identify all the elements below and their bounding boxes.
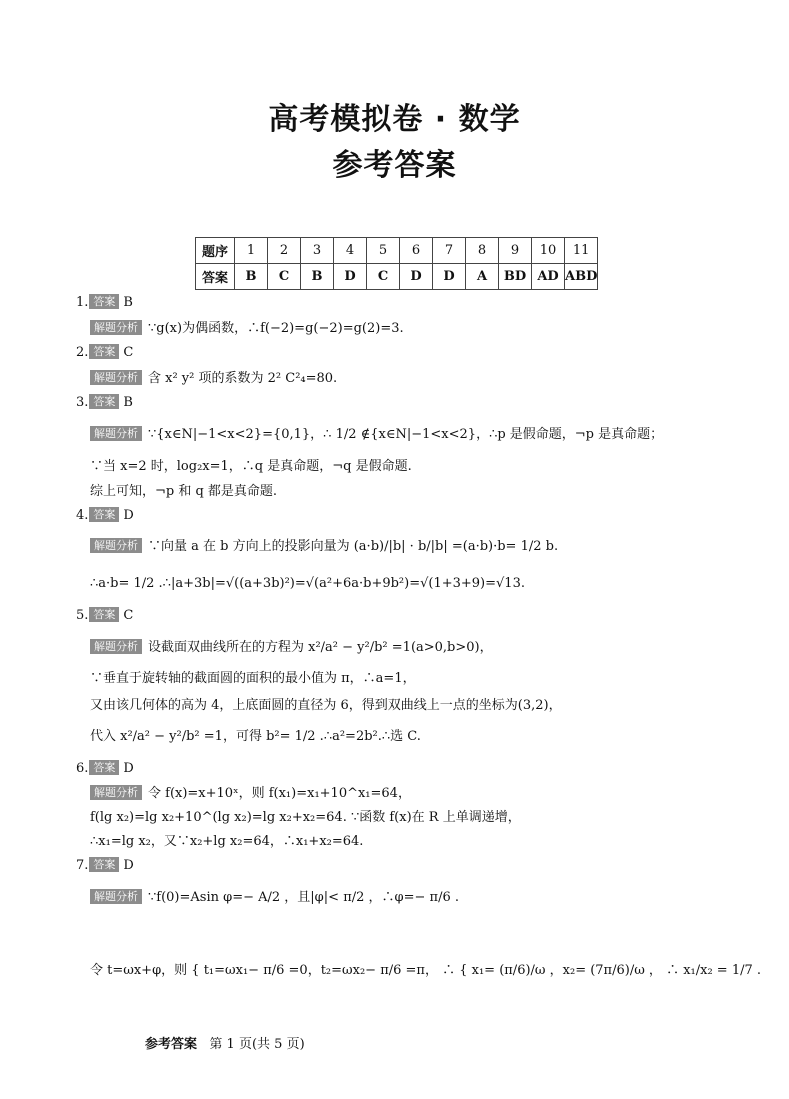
table-cell-number: 9 (499, 238, 532, 264)
analysis-text: f(lg x₂)=lg x₂+10^(lg x₂)=lg x₂+x₂=64. ∵函数 f(x)在 R 上单调递增， (90, 810, 521, 825)
table-header-answer: 答案 (196, 264, 235, 290)
table-cell-answer: BD (499, 264, 532, 290)
question-number: 3. (76, 395, 89, 410)
question-number: 4. (76, 508, 89, 523)
table-cell-answer: B (301, 264, 334, 290)
question-2-answer (76, 344, 133, 362)
question-number: 6. (76, 761, 89, 776)
question-7-analysis (90, 889, 459, 907)
analysis-tag: 解题分析 (90, 639, 142, 654)
answer-value: B (123, 295, 133, 310)
table-cell-number: 2 (268, 238, 301, 264)
analysis-text: 设截面双曲线所在的方程为 x²/a² − y²/b² =1(a>0,b>0)， (148, 640, 493, 655)
answer-value: C (123, 608, 134, 623)
analysis-text: 令 t=ωx+φ，则 { t₁=ωx₁− π/6 =0，t₂=ωx₂− π/6 =π， ∴ { x₁= (π/6)/ω ，x₂= (7π/6)/ω ， ∴ x₁/x₂ = 1/7 . (90, 963, 762, 978)
answer-tag: 答案 (89, 857, 119, 872)
page-footer (145, 1033, 305, 1052)
analysis-text: ∵当 x=2 时，log₂x=1，∴q 是真命题，¬q 是假命题. (90, 459, 412, 474)
question-number: 7. (76, 858, 89, 873)
question-5-answer (76, 607, 133, 625)
question-number: 5. (76, 608, 89, 623)
question-6-analysis (90, 785, 411, 803)
table-cell-number: 5 (367, 238, 400, 264)
question-7-answer (76, 857, 134, 875)
table-cell-number: 3 (301, 238, 334, 264)
page-title: 高考模拟卷 · 数学 (268, 102, 521, 137)
table-cell-answer: D (433, 264, 466, 290)
question-number: 1. (76, 295, 89, 310)
table-cell-answer: A (466, 264, 499, 290)
analysis-text: 令 f(x)=x+10ˣ，则 f(x₁)=x₁+10^x₁=64， (148, 786, 411, 801)
question-1-answer (76, 294, 133, 312)
question-4-analysis (90, 538, 558, 556)
table-cell-number: 10 (532, 238, 565, 264)
answer-table (195, 237, 598, 290)
table-cell-answer: AD (532, 264, 565, 290)
analysis-tag: 解题分析 (90, 370, 142, 385)
answer-value: C (123, 345, 134, 360)
footer-label: 参考答案 (145, 1037, 198, 1052)
answer-value: B (123, 395, 133, 410)
answer-value: D (123, 858, 134, 873)
analysis-text: ∴a·b= 1/2 .∴|a+3b|=√((a+3b)²)=√(a²+6a·b+9b²)=√(1+3+9)=√13. (90, 576, 525, 591)
table-cell-answer: C (367, 264, 400, 290)
analysis-text: ∵向量 a 在 b 方向上的投影向量为 (a·b)/|b| · b/|b| =(a·b)·b= 1/2 b. (148, 539, 559, 554)
answer-tag: 答案 (89, 394, 119, 409)
answer-value: D (123, 761, 134, 776)
analysis-text: ∵f(0)=Asin φ=− A/2 ，且|φ|< π/2 ，∴φ=− π/6 . (148, 890, 459, 905)
question-5-analysis (90, 639, 493, 657)
table-cell-number: 4 (334, 238, 367, 264)
question-3-analysis (90, 426, 663, 444)
table-cell-answer: D (334, 264, 367, 290)
analysis-tag: 解题分析 (90, 889, 142, 904)
analysis-tag: 解题分析 (90, 320, 142, 335)
table-cell-answer: B (235, 264, 268, 290)
analysis-text: ∵垂直于旋转轴的截面圆的面积的最小值为 π，∴a=1， (90, 671, 416, 686)
analysis-text: 又由该几何体的高为 4，上底面圆的直径为 6，得到双曲线上一点的坐标为(3,2)， (90, 698, 562, 713)
table-cell-number: 6 (400, 238, 433, 264)
analysis-text: ∵{x∈N|−1<x<2}={0,1}，∴ 1/2 ∉{x∈N|−1<x<2}，∴p 是假命题，¬p 是真命题； (148, 427, 664, 442)
table-header-number: 题序 (196, 238, 235, 264)
analysis-text: ∵g(x)为偶函数，∴f(−2)=g(−2)=g(2)=3. (148, 321, 404, 336)
answer-tag: 答案 (89, 344, 119, 359)
question-2-analysis (90, 370, 337, 388)
page-subtitle: 参考答案 (332, 148, 457, 183)
table-cell-number: 11 (565, 238, 598, 264)
table-cell-number: 7 (433, 238, 466, 264)
answer-tag: 答案 (89, 507, 119, 522)
analysis-tag: 解题分析 (90, 538, 142, 553)
table-cell-number: 1 (235, 238, 268, 264)
question-6-answer (76, 760, 134, 778)
page-number: 第 1 页(共 5 页) (209, 1037, 305, 1052)
answer-value: D (123, 508, 134, 523)
analysis-tag: 解题分析 (90, 426, 142, 441)
analysis-text: 含 x² y² 项的系数为 2² C²₄=80. (148, 371, 338, 386)
table-cell-answer: ABD (565, 264, 598, 290)
analysis-text: 代入 x²/a² − y²/b² =1，可得 b²= 1/2 .∴a²=2b².∴选 C. (90, 729, 421, 744)
table-cell-number: 8 (466, 238, 499, 264)
question-number: 2. (76, 345, 89, 360)
question-4-answer (76, 507, 134, 525)
table-cell-answer: C (268, 264, 301, 290)
answer-tag: 答案 (89, 607, 119, 622)
analysis-text: ∴x₁=lg x₂，又∵x₂+lg x₂=64，∴x₁+x₂=64. (90, 834, 364, 849)
analysis-tag: 解题分析 (90, 785, 142, 800)
table-cell-answer: D (400, 264, 433, 290)
answer-tag: 答案 (89, 760, 119, 775)
analysis-text: 综上可知，¬p 和 q 都是真命题. (90, 484, 278, 499)
question-1-analysis (90, 320, 404, 338)
answer-tag: 答案 (89, 294, 119, 309)
question-3-answer (76, 394, 133, 412)
